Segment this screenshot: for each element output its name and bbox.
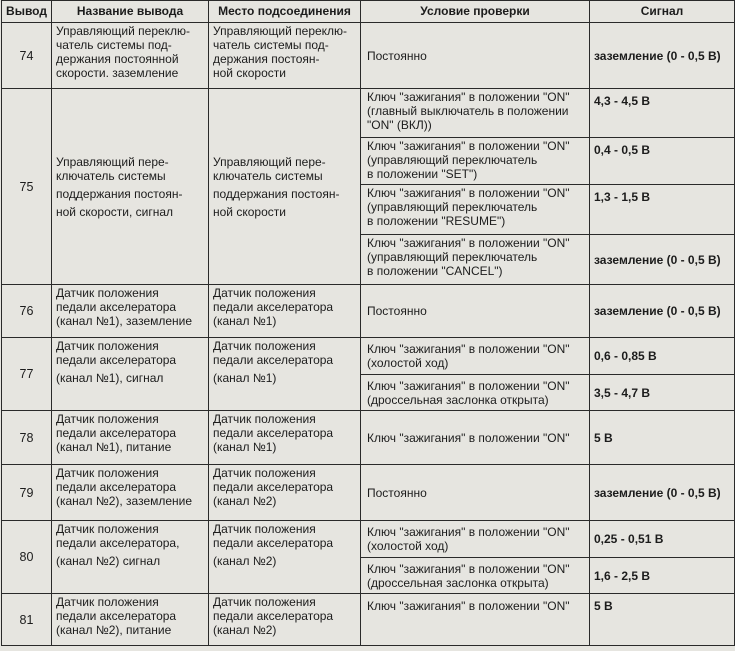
condition-cell: Ключ "зажигания" в положении "ON" [361, 411, 590, 465]
pin-cell: 74 [2, 23, 52, 89]
place-cell: Датчик положения педали акселератора (канал №2) [209, 521, 361, 594]
name-cell: Датчик положения педали акселератора (канал №1), сигнал [52, 338, 209, 411]
signal-cell: 1,6 - 2,5 В [590, 558, 735, 594]
table-row [2, 285, 735, 338]
table-row [2, 89, 735, 138]
header-place: Место подсоединения [209, 1, 361, 23]
place-cell: Датчик положения педали акселератора (канал №1) [209, 285, 361, 338]
signal-cell: заземление (0 - 0,5 В) [590, 465, 735, 521]
pin-cell: 79 [2, 465, 52, 521]
header-pin: Вывод [2, 1, 52, 23]
signal-cell: 4,3 - 4,5 В [590, 89, 735, 138]
condition-cell: Ключ "зажигания" в положении "ON" [361, 594, 590, 646]
condition-cell: Ключ "зажигания" в положении "ON" (управляющий переключатель в положении "CANCEL") [361, 235, 590, 285]
signal-cell: заземление (0 - 0,5 В) [590, 235, 735, 285]
place-cell: Датчик положения педали акселератора (канал №2) [209, 465, 361, 521]
condition-cell: Ключ "зажигания" в положении "ON" (главный выключатель в положении "ON" (ВКЛ)) [361, 89, 590, 138]
pin-cell: 80 [2, 521, 52, 594]
name-cell: Датчик положения педали акселератора (канал №1), питание [52, 411, 209, 465]
table-row [2, 411, 735, 465]
pin-cell: 77 [2, 338, 52, 411]
condition-cell: Ключ "зажигания" в положении "ON" (холостой ход) [361, 521, 590, 558]
header-signal: Сигнал [590, 1, 735, 23]
pin-cell: 76 [2, 285, 52, 338]
table-row [2, 594, 735, 646]
pin-cell: 81 [2, 594, 52, 646]
signal-cell: 5 В [590, 411, 735, 465]
place-cell: Управляющий переклю- чатель системы под- держания постоян- ной скорости [209, 23, 361, 89]
place-cell: Датчик положения педали акселератора (канал №1) [209, 411, 361, 465]
table-row [2, 521, 735, 558]
signal-cell: 0,6 - 0,85 В [590, 338, 735, 375]
header-row [2, 1, 735, 23]
place-cell: Датчик положения педали акселератора (канал №2) [209, 594, 361, 646]
table-row [2, 465, 735, 521]
signal-cell: 0,25 - 0,51 В [590, 521, 735, 558]
condition-cell: Постоянно [361, 23, 590, 89]
name-cell: Датчик положения педали акселератора (канал №2), питание [52, 594, 209, 646]
table-row [2, 23, 735, 89]
name-cell: Датчик положения педали акселератора, (канал №2) сигнал [52, 521, 209, 594]
condition-cell: Ключ "зажигания" в положении "ON" (управляющий переключатель в положении "RESUME") [361, 185, 590, 235]
signal-cell: 1,3 - 1,5 В [590, 185, 735, 235]
signal-cell: 5 В [590, 594, 735, 646]
pin-cell: 75 [2, 89, 52, 285]
name-cell: Управляющий пере- ключатель системы поддержания постоян- ной скорости, сигнал [52, 89, 209, 285]
table-row [2, 338, 735, 375]
header-name: Название вывода [52, 1, 209, 23]
signal-cell: заземление (0 - 0,5 В) [590, 285, 735, 338]
place-cell: Управляющий пере- ключатель системы поддержания постоян- ной скорости [209, 89, 361, 285]
name-cell: Управляющий переклю- чатель системы под- держания постоянной скорости. заземление [52, 23, 209, 89]
pin-cell: 78 [2, 411, 52, 465]
condition-cell: Ключ "зажигания" в положении "ON" (управляющий переключатель в положении "SET") [361, 138, 590, 185]
condition-cell: Ключ "зажигания" в положении "ON" (дроссельная заслонка открыта) [361, 375, 590, 411]
signal-cell: заземление (0 - 0,5 В) [590, 23, 735, 89]
name-cell: Датчик положения педали акселератора (канал №2), заземление [52, 465, 209, 521]
place-cell: Датчик положения педали акселератора (канал №1) [209, 338, 361, 411]
condition-cell: Ключ "зажигания" в положении "ON" (дроссельная заслонка открыта) [361, 558, 590, 594]
pin-table [1, 0, 735, 646]
condition-cell: Постоянно [361, 465, 590, 521]
condition-cell: Постоянно [361, 285, 590, 338]
signal-cell: 0,4 - 0,5 В [590, 138, 735, 185]
name-cell: Датчик положения педали акселератора (канал №1), заземление [52, 285, 209, 338]
header-condition: Условие проверки [361, 1, 590, 23]
signal-cell: 3,5 - 4,7 В [590, 375, 735, 411]
condition-cell: Ключ "зажигания" в положении "ON" (холостой ход) [361, 338, 590, 375]
